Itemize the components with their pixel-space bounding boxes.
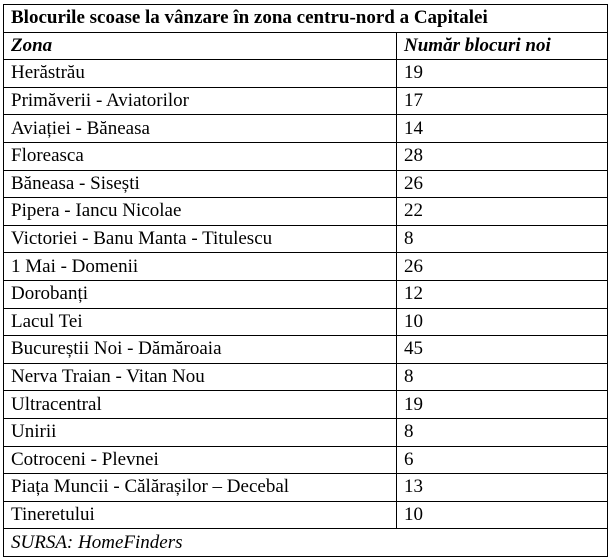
- apartment-blocks-table: [3, 4, 608, 557]
- table-row: [4, 418, 608, 446]
- table-row: [4, 501, 608, 529]
- table-row: [4, 280, 608, 308]
- numar-cell: 19: [397, 391, 608, 419]
- zona-cell: Pipera - Iancu Nicolae: [4, 198, 397, 226]
- numar-cell: 10: [397, 501, 608, 529]
- header-row: [4, 32, 608, 60]
- numar-cell: 17: [397, 87, 608, 115]
- zona-cell: Primăverii - Aviatorilor: [4, 87, 397, 115]
- numar-cell: 26: [397, 170, 608, 198]
- table-row: [4, 391, 608, 419]
- zona-cell: Herăstrău: [4, 60, 397, 88]
- numar-cell: 12: [397, 280, 608, 308]
- zona-cell: Tineretului: [4, 501, 397, 529]
- zona-cell: Floreasca: [4, 142, 397, 170]
- table-row: [4, 60, 608, 88]
- zona-cell: Nerva Traian - Vitan Nou: [4, 363, 397, 391]
- numar-cell: 8: [397, 363, 608, 391]
- table-row: [4, 115, 608, 143]
- numar-cell: 28: [397, 142, 608, 170]
- numar-cell: 13: [397, 474, 608, 502]
- table-row: [4, 87, 608, 115]
- zona-cell: Bucureștii Noi - Dămăroaia: [4, 336, 397, 364]
- table-row: [4, 198, 608, 226]
- numar-cell: 14: [397, 115, 608, 143]
- zona-cell: Piața Muncii - Călărașilor – Decebal: [4, 474, 397, 502]
- numar-cell: 10: [397, 308, 608, 336]
- table-row: [4, 225, 608, 253]
- header-zona: Zona: [4, 32, 397, 60]
- table-title: Blocurile scoase la vânzare în zona centru-nord a Capitalei: [4, 5, 608, 33]
- table-row: [4, 363, 608, 391]
- table-row: [4, 446, 608, 474]
- zona-cell: Ultracentral: [4, 391, 397, 419]
- zona-cell: Cotroceni - Plevnei: [4, 446, 397, 474]
- zona-cell: 1 Mai - Domenii: [4, 253, 397, 281]
- table-row: [4, 308, 608, 336]
- title-row: [4, 5, 608, 33]
- numar-cell: 6: [397, 446, 608, 474]
- numar-cell: 8: [397, 418, 608, 446]
- numar-cell: 26: [397, 253, 608, 281]
- zona-cell: Victoriei - Banu Manta - Titulescu: [4, 225, 397, 253]
- table-row: [4, 142, 608, 170]
- numar-cell: 45: [397, 336, 608, 364]
- zona-cell: Unirii: [4, 418, 397, 446]
- table-row: [4, 253, 608, 281]
- numar-cell: 8: [397, 225, 608, 253]
- table-row: [4, 170, 608, 198]
- zona-cell: Dorobanți: [4, 280, 397, 308]
- zona-cell: Aviației - Băneasa: [4, 115, 397, 143]
- numar-cell: 22: [397, 198, 608, 226]
- zona-cell: Băneasa - Sisești: [4, 170, 397, 198]
- table-row: [4, 474, 608, 502]
- header-numar-blocuri: Număr blocuri noi: [397, 32, 608, 60]
- source-note: SURSA: HomeFinders: [4, 529, 608, 557]
- table-row: [4, 336, 608, 364]
- source-row: [4, 529, 608, 557]
- table-body: [4, 5, 608, 557]
- zona-cell: Lacul Tei: [4, 308, 397, 336]
- numar-cell: 19: [397, 60, 608, 88]
